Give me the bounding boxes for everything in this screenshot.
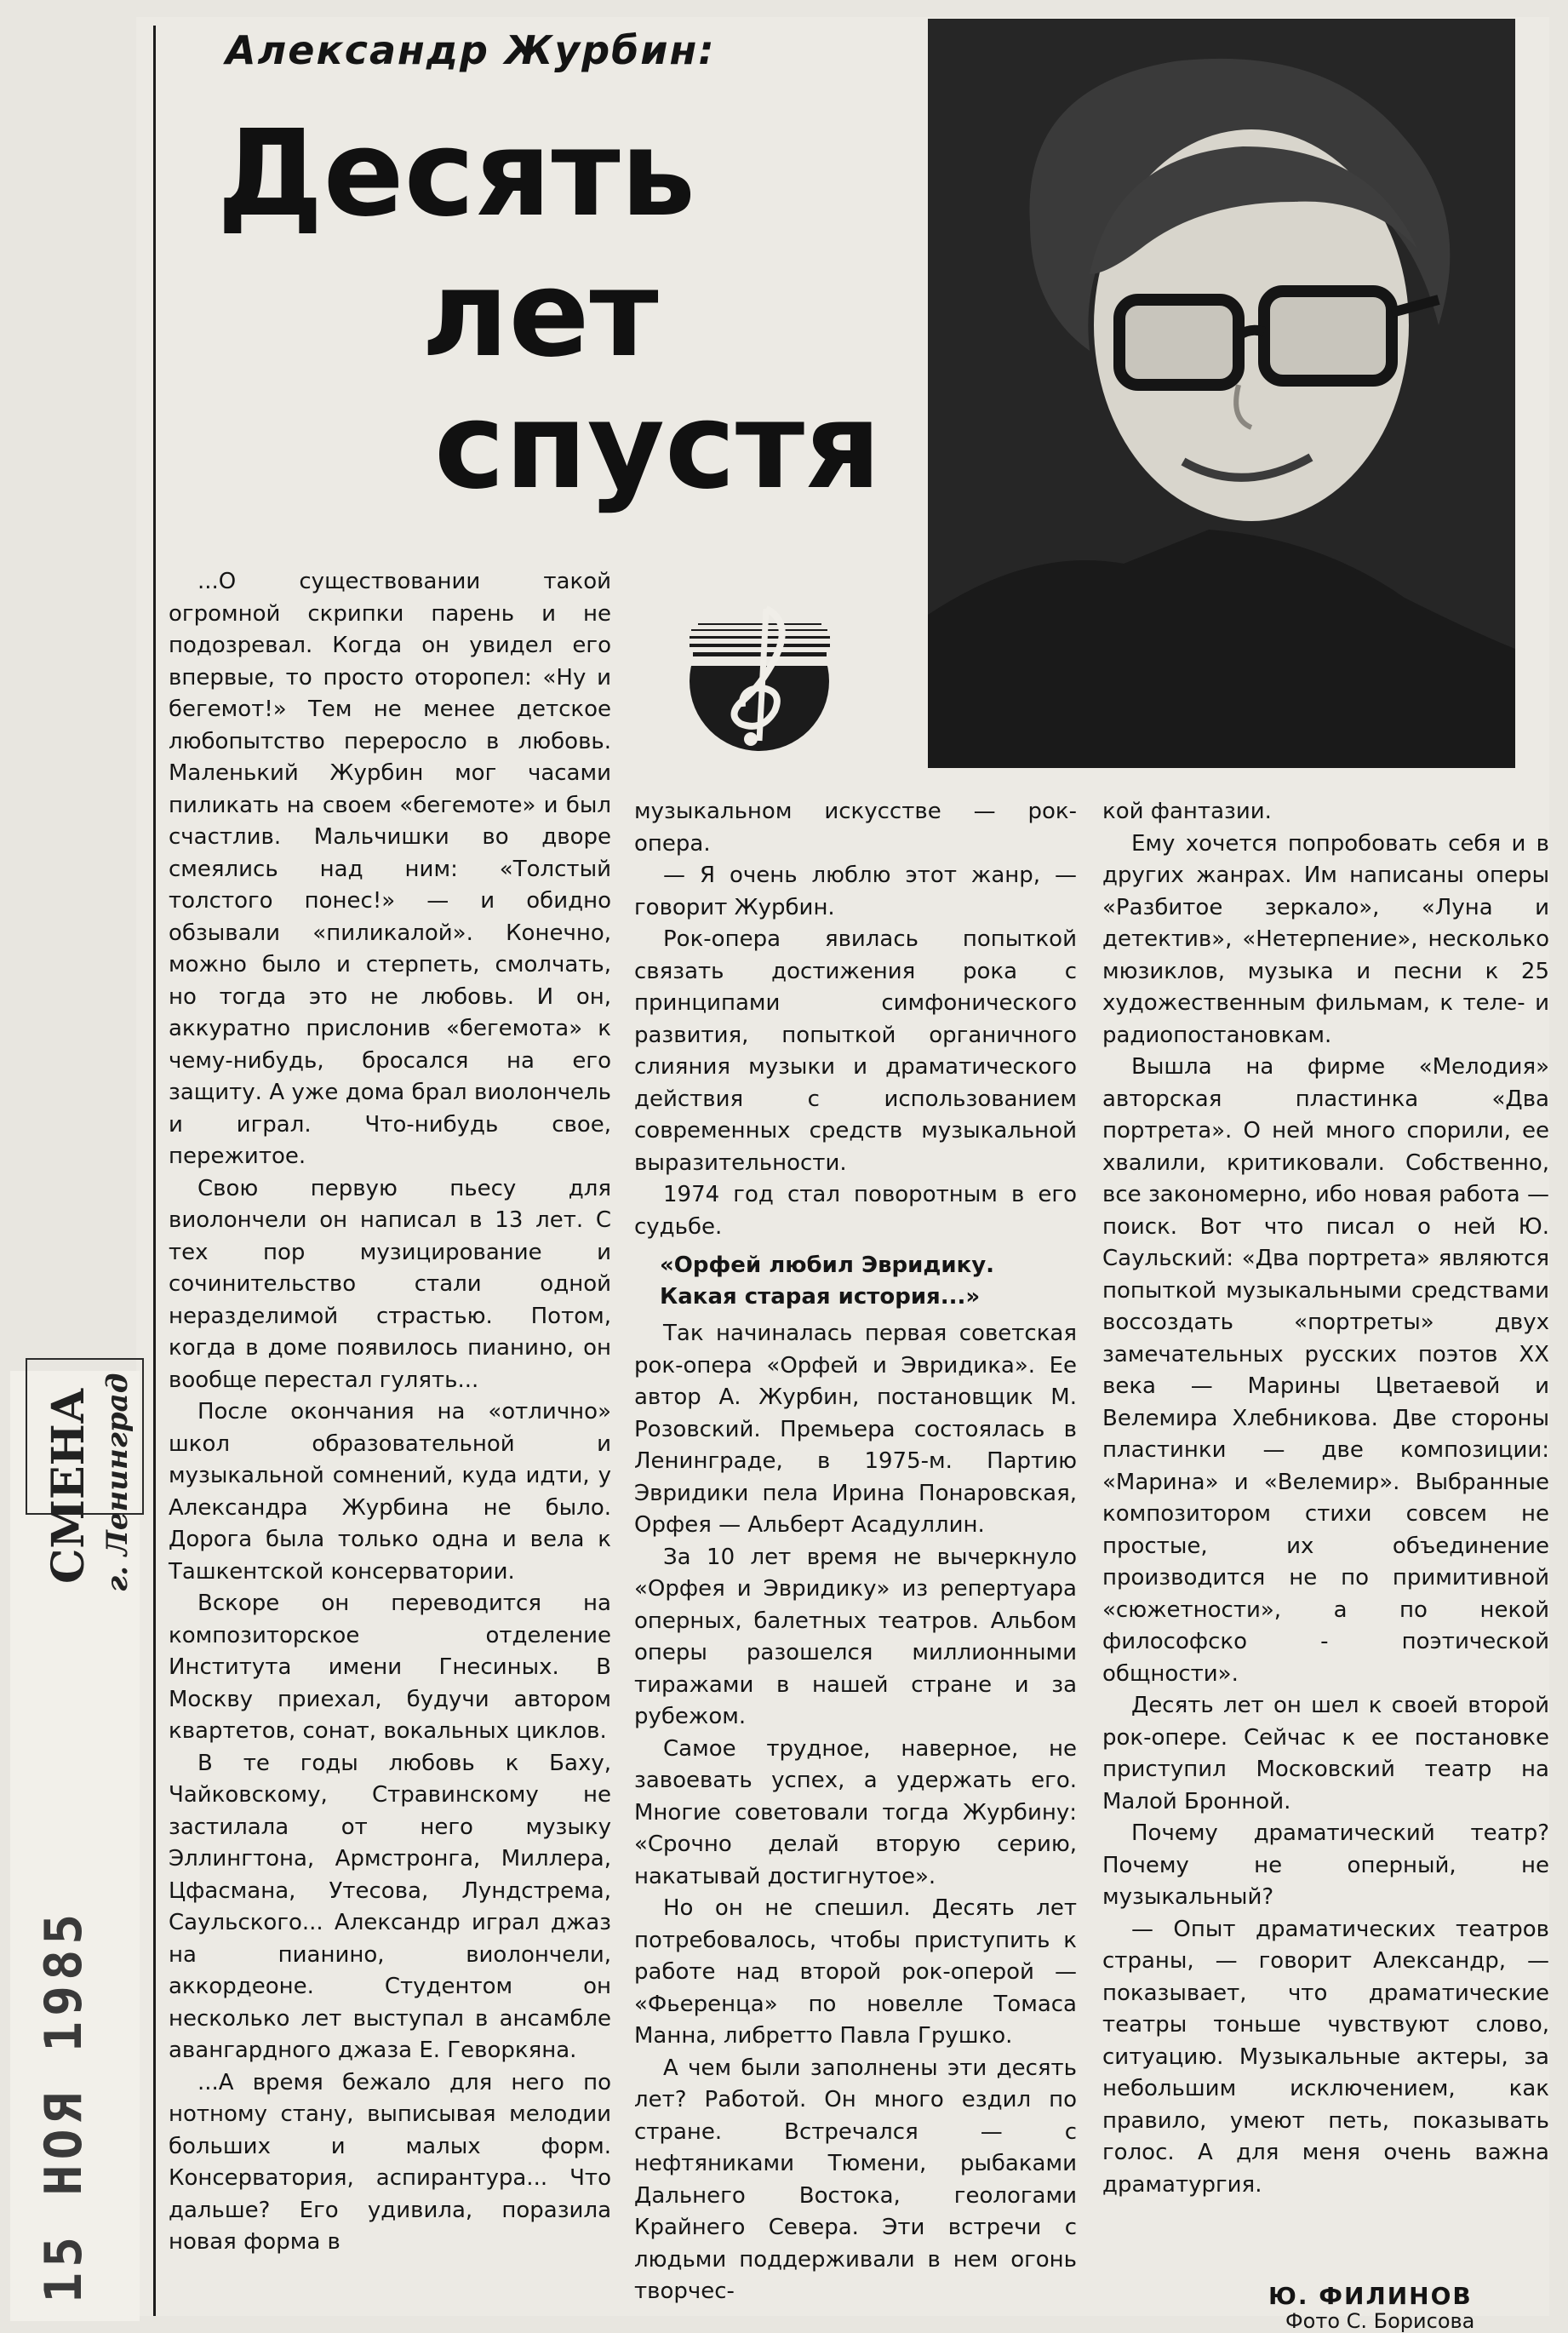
column-rule [153, 26, 156, 2316]
paragraph: А чем были заполнены эти десять лет? Работой. Он много ездил по стране. Встречался — с нефтяниками Тюмени, рыбаками Дальнего Востока, геологами Крайнего Севера. Эти встречи с людьми поддерживали в нем огонь творчес- [634, 2055, 1077, 2304]
paragraph: Десять лет он шел к своей второй рок-опере. Сейчас к ее постановке приступил Московский театр на Малой Бронной. [1102, 1693, 1549, 1814]
paragraph: За 10 лет время не вычеркнуло «Орфея и Эвридику» из репертуара оперных, балетных театров. Альбом оперы разошелся миллионными тиражами в нашей стране и за рубежом. [634, 1544, 1077, 1729]
paragraph: Вышла на фирме «Мелодия» авторская пластинка «Два портрета». О ней много спорили, ее хвалили, критиковали. Собственно, все закономерно, ибо новая работа — поиск. Вот что писал о ней Ю. Саульский: «Два портрета» являются попыткой музыкальными средствами воссоздать «портреты» двух замечательных русских поэтов XX века — Марины Цветаевой и Велемира Хлебникова. Две стороны пластинки — две композиции: «Марина» и «Велемир». Выбранные композитором стихи совсем не простые, их объединение производится не по примитивной «сюжетности», а по некой философско - поэтической общности». [1102, 1054, 1549, 1687]
music-clef-emblem-icon [681, 596, 838, 758]
newspaper-city: г. Ленинград [100, 1373, 134, 1592]
paragraph: Почему драматический театр? Почему не оперный, не музыкальный? [1102, 1820, 1549, 1910]
paragraph: В те годы любовь к Баху, Чайковскому, Стравинскому не застилала от него музыку Эллингтона, Армстронга, Миллера, Цфасмана, Утесова, Лундстрема, Саульского... Александр играл джаз на пианино, виолончели, аккордеоне. Студентом он несколько лет выступал в ансамбле авангардного джаза Е. Геворкяна. [169, 1750, 611, 2063]
paragraph: — Опыт драматических театров страны, — говорит Александр, — показывает, что драматические театры тоньше чувствуют слово, ситуацию. Музыкальные актеры, за небольшим исключением, как правило, умеют петь, показывать голос. А для меня очень важна драматургия. [1102, 1916, 1549, 2198]
paragraph: 1974 год стал поворотным в его судьбе. [634, 1182, 1077, 1240]
paragraph: Самое трудное, наверное, не завоевать успех, а удержать его. Многие советовали тогда Журбину: «Срочно делай вторую серию, накатывай достигнутое». [634, 1735, 1077, 1889]
paragraph: ...О существовании такой огромной скрипки парень и не подозревал. Когда он увидел его впервые, то просто оторопел: «Ну и бегемот!» Тем не менее детское любопытство переросло в любовь. Маленький Журбин мог часами пиликать на своем «бегемоте» и был счастлив. Мальчишки во дворе смеялись над ним: «Толстый толстого понес!» — и обидно обзывали «пиликалой». Конечно, можно было и стерпеть, смолчать, но тогда это не любовь. И он, аккуратно прислонив «бегемота» к чему-нибудь, бросался на его защиту. А уже дома брал виолончель и играл. Что-нибудь свое, пережитое. [169, 569, 611, 1169]
paragraph: Но он не спешил. Десять лет потребовалось, чтобы приступить к работе над второй рок-оперой — «Фьеренца» по новелле Томаса Манна, либретто Павла Грушко. [634, 1895, 1077, 2049]
section-subheading: «Орфей любил Эвридику. Какая старая история...» [660, 1252, 995, 1310]
paragraph: Вскоре он переводится на композиторское отделение Института имени Гнесиных. В Москву приехал, будучи автором квартетов, сонат, вокальных циклов. [169, 1591, 611, 1744]
paragraph: — Я очень люблю этот жанр, — говорит Журбин. [634, 863, 1077, 920]
headline-line-1: Десять [217, 105, 696, 244]
portrait-photo [928, 19, 1515, 768]
paragraph: Свою первую пьесу для виолончели он написал в 13 лет. С тех пор музицирование и сочинительство стали одной неразделимой страстью. Потом, когда в доме появилось пианино, он вообще перестал гулять... [169, 1175, 611, 1393]
paragraph: Рок-опера явилась попыткой связать достижения рока с принципами симфонического развития, попыткой органичного слияния музыки и драматического действия с использованием современных средств музыкальной выразительности. [634, 926, 1077, 1176]
article-column-1 [169, 566, 611, 2259]
date-stamp: 15 НОЯ 1985 [34, 1908, 94, 2303]
headline-line-3: спустя [434, 377, 881, 516]
paragraph: музыкальном искусстве — рок-опера. [634, 799, 1077, 857]
newspaper-name: СМЕНА [43, 1387, 94, 1584]
paragraph: Так начиналась первая советская рок-опера «Орфей и Эвридика». Ее автор А. Журбин, постановщик М. Розовский. Премьера состоялась в Ленинграде, в 1975-м. Партию Эвридики пела Ирина Понаровская, Орфея — Альберт Асадуллин. [634, 1321, 1077, 1538]
portrait-illustration [928, 19, 1515, 768]
paragraph: После окончания на «отлично» школ образовательной и музыкальной сомнений, куда идти, у Александра Журбина не было. Дорога была только одна и вела к Ташкентской консерватории. [169, 1399, 611, 1585]
article-column-3 [1102, 796, 1549, 2201]
author-signature: Ю. ФИЛИНОВ [1268, 2282, 1473, 2310]
paragraph: кой фантазии. [1102, 799, 1272, 824]
headline-line-2: лет [421, 245, 659, 384]
author-heading: Александр Журбин: [226, 27, 716, 73]
article-column-2 [634, 796, 1077, 2308]
photo-credit: Фото С. Борисова [1285, 2309, 1475, 2333]
paragraph: ...А время бежало для него по нотному стану, выписывая мелодии больших и малых форм. Консерватория, аспирантура... Что дальше? Его удивила, поразила новая форма в [169, 2069, 611, 2255]
paragraph: Ему хочется попробовать себя и в других жанрах. Им написаны оперы «Разбитое зеркало», «Луна и детектив», «Нетерпение», несколько мюзиклов, музыка и песни к 25 художественным фильмам, к теле- и радиопостановкам. [1102, 830, 1549, 1048]
